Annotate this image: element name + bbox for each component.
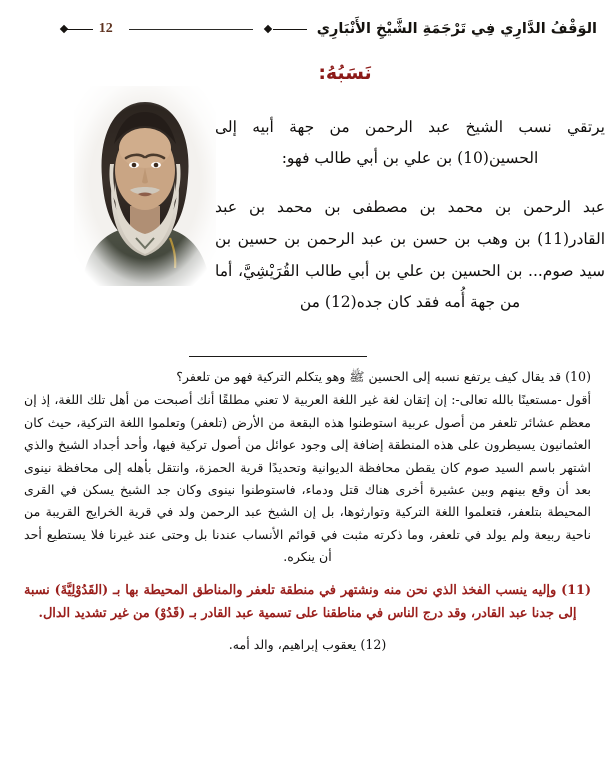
body-paragraph-2: عبد الرحمن بن محمد بن مصطفى بن محمد بن عبد القادر(11) بن وهب بن حسن بن عبد الرحمن بن حسين بن سيد صوم... بن الحسين بن علي بن أبي طالب القُرَيْشِيَّ، أما من جهة أُمه فقد كان جده(12) من [215,198,605,312]
header-title: الوَقْفُ الدَّارِي فِي تَرْجَمَةِ الشَّيْخِ الأَنْبَارِي [316,21,597,37]
header-rule-long [129,29,253,30]
section-title: نَسَبُهُ: [318,62,372,84]
footnote-10 [24,366,591,569]
header-diamond-ornament-icon [263,25,271,33]
portrait-photo [74,86,216,286]
running-header [0,14,615,44]
header-rule-short [273,29,307,30]
footnote-11: (11) وإليه ينسب الفخذ الذي نحن منه ونشتهر في منطقة تلعفر والمناطق المحيطة بها بـ (القَدُوْلِيَّةَ) نسبة إلى جدنا عبد القادر، وقد درج الناس في مناطقنا على تسمية عبد القادر بـ (قَدُوْ) من غير تشديد الدال. [24,582,591,621]
footnote-12: (12) يعقوب إبراهيم، والد أمه. [228,637,387,653]
portrait-image [74,86,216,286]
footnote-area [24,366,591,659]
header-diamond-end-ornament-icon [59,25,67,33]
footnote-10-text: أقول -مستعينًا بالله تعالى-: إن إتقان لغة غير اللغة العربية لا تعني مطلقًا أنك أصبحت من أهل تلك اللغة، إذ إن معظم عشائر تلعفر من أصول عربية استوطنوا هذه البقعة من الأرض (تلعفر) وتعلموا اللغة التركية، حيث كان العثمانيون يسيطرون على هذه المنطقة إضافة إلى وجود عوائل من أصول تركية فيها، وأحد أجداد الشيخ والذي اشتهر باسم السيد صوم كان يقطن محافظة الديوانية وتحديدًا قرية الحمزة، وانتقل بأهله إلى محافظة نينوى بعد أن وقع بينهم وبين عشيرة أخرى هناك قتل ودماء، فاستوطنوا نينوى وكان جد الشيخ يسكن في القرى المحيطة بتلعفر، فتعلموا اللغة التركية وتوارثوها، بل إن الشيخ عبد الرحمن ولد في قرية الخرايج القريبة من ناحية ربيعة ولم يولد في تلعفر، وما ذكرته مثبت في قوائم الأنساب عندنا بل وحتى عند غيرنا فلا يستطيع أحد أن ينكره. [24,392,591,565]
footnote-separator-rule [189,356,367,357]
header-rule-tail [67,29,93,30]
page-number: 12 [98,21,113,36]
footnote-10-question: (10) قد يقال كيف يرتفع نسبه إلى الحسين ﷺ وهو يتكلم التركية فهو من تلعفر؟ [176,369,591,384]
body-paragraph-1: يرتقي نسب الشيخ عبد الرحمن من جهة أبيه إلى الحسين(10) بن علي بن أبي طالب فهو: [215,118,605,167]
